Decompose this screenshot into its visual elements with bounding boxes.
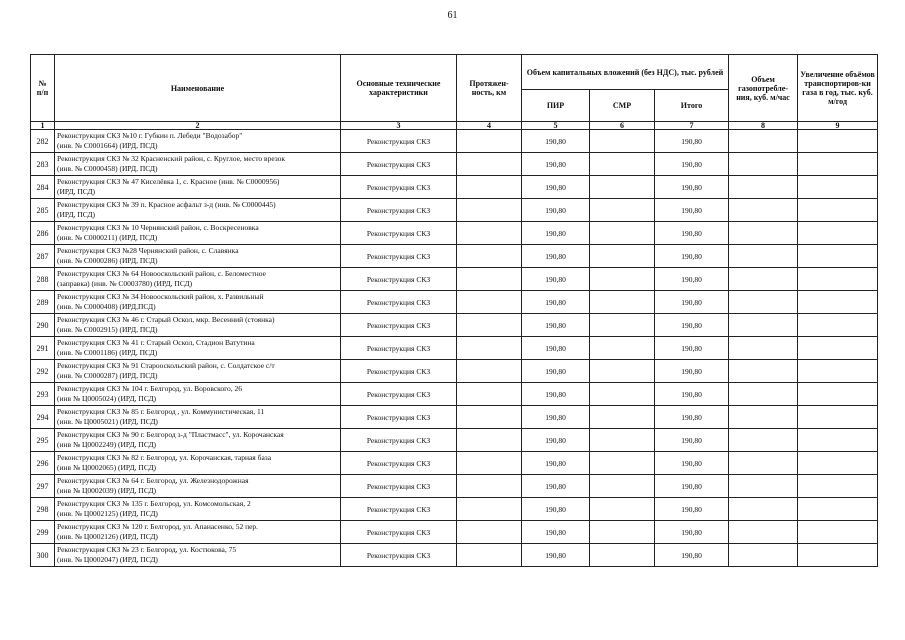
row-tech: Реконструкция СКЗ <box>341 406 457 429</box>
column-number: 9 <box>798 122 878 130</box>
row-pir: 190,80 <box>522 291 590 314</box>
column-number: 7 <box>655 122 729 130</box>
row-gas-volume <box>729 199 798 222</box>
row-gas-volume <box>729 383 798 406</box>
row-gas-volume <box>729 153 798 176</box>
row-length <box>457 544 522 567</box>
row-name-line: Реконструкция СКЗ № 46 г. Старый Оскол, мкр. Весенний (стоянка) <box>57 315 275 324</box>
row-name <box>55 406 341 429</box>
row-tech: Реконструкция СКЗ <box>341 498 457 521</box>
row-inventory-line: (ИРД, ПСД) <box>57 210 96 219</box>
row-smr <box>590 291 655 314</box>
row-total: 190,80 <box>655 452 729 475</box>
row-smr <box>590 521 655 544</box>
row-gas-volume <box>729 406 798 429</box>
row-inventory-line: (инв. № С0000286) (ИРД, ПСД) <box>57 256 158 265</box>
column-number: 5 <box>522 122 590 130</box>
row-transport-increase <box>798 199 878 222</box>
row-name-line: Реконструкция СКЗ № 104 г. Белгород, ул. Воровского, 26 <box>57 384 243 393</box>
row-inventory-line: (инв. № С0001186) (ИРД, ПСД) <box>57 348 158 357</box>
row-number: 289 <box>31 291 55 314</box>
row-transport-increase <box>798 452 878 475</box>
row-tech: Реконструкция СКЗ <box>341 199 457 222</box>
row-total: 190,80 <box>655 268 729 291</box>
row-transport-increase <box>798 360 878 383</box>
row-smr <box>590 268 655 291</box>
row-total: 190,80 <box>655 314 729 337</box>
table-row <box>31 199 878 222</box>
row-inventory-line: (инв. № С0000287) (ИРД, ПСД) <box>57 371 158 380</box>
row-length <box>457 314 522 337</box>
row-name-line: Реконструкция СКЗ № 91 Старооскольский район, с. Солдатское с/т <box>57 361 275 370</box>
row-number: 291 <box>31 337 55 360</box>
column-number-row <box>31 122 878 130</box>
row-tech: Реконструкция СКЗ <box>341 360 457 383</box>
row-gas-volume <box>729 452 798 475</box>
row-name <box>55 498 341 521</box>
row-smr <box>590 544 655 567</box>
row-number: 295 <box>31 429 55 452</box>
row-number: 285 <box>31 199 55 222</box>
row-length <box>457 268 522 291</box>
row-tech: Реконструкция СКЗ <box>341 176 457 199</box>
row-inventory-line: (инв. № С0000408) (ИРД,ПСД) <box>57 302 156 311</box>
row-inventory-line: (заправка) (инв. № С0003780) (ИРД, ПСД) <box>57 279 193 288</box>
row-total: 190,80 <box>655 199 729 222</box>
table-row <box>31 406 878 429</box>
row-transport-increase <box>798 475 878 498</box>
header-transport-increase: Увеличение объёмов транспортиров-ки газа в год, тыс. куб. м/год <box>798 55 878 122</box>
header-num: № п/п <box>31 55 55 122</box>
row-number: 294 <box>31 406 55 429</box>
row-inventory-line: (инв. № Ц0005021) (ИРД, ПСД) <box>57 417 158 426</box>
row-length <box>457 452 522 475</box>
row-transport-increase <box>798 498 878 521</box>
table-row <box>31 268 878 291</box>
row-total: 190,80 <box>655 383 729 406</box>
table-row <box>31 383 878 406</box>
row-pir: 190,80 <box>522 429 590 452</box>
row-pir: 190,80 <box>522 153 590 176</box>
row-inventory-line: (инв. № С0002915) (ИРД, ПСД) <box>57 325 158 334</box>
row-inventory-line: (инв. № С0000211) (ИРД, ПСД) <box>57 233 158 242</box>
row-number: 288 <box>31 268 55 291</box>
row-smr <box>590 498 655 521</box>
row-total: 190,80 <box>655 291 729 314</box>
table-row <box>31 544 878 567</box>
row-tech: Реконструкция СКЗ <box>341 429 457 452</box>
table-row <box>31 429 878 452</box>
row-pir: 190,80 <box>522 521 590 544</box>
row-tech: Реконструкция СКЗ <box>341 521 457 544</box>
row-gas-volume <box>729 291 798 314</box>
row-pir: 190,80 <box>522 383 590 406</box>
row-name <box>55 475 341 498</box>
row-inventory-line: (ИРД, ПСД) <box>57 187 96 196</box>
row-smr <box>590 130 655 153</box>
row-length <box>457 337 522 360</box>
row-number: 290 <box>31 314 55 337</box>
row-pir: 190,80 <box>522 406 590 429</box>
row-number: 282 <box>31 130 55 153</box>
row-name-line: Реконструкция СКЗ № 10 Чернянский район, с. Воскресеновка <box>57 223 259 232</box>
table-row <box>31 521 878 544</box>
row-smr <box>590 222 655 245</box>
row-tech: Реконструкция СКЗ <box>341 130 457 153</box>
row-inventory-line: (инв. № С0001664) (ИРД, ПСД) <box>57 141 158 150</box>
row-number: 298 <box>31 498 55 521</box>
row-transport-increase <box>798 222 878 245</box>
row-pir: 190,80 <box>522 475 590 498</box>
row-name <box>55 544 341 567</box>
row-transport-increase <box>798 544 878 567</box>
row-total: 190,80 <box>655 521 729 544</box>
row-pir: 190,80 <box>522 337 590 360</box>
row-total: 190,80 <box>655 498 729 521</box>
row-gas-volume <box>729 337 798 360</box>
row-pir: 190,80 <box>522 314 590 337</box>
row-name-line: Реконструкция СКЗ № 34 Новооскольский район, х. Развильный <box>57 292 264 301</box>
row-gas-volume <box>729 521 798 544</box>
row-name <box>55 291 341 314</box>
header-capex-group: Объем капитальных вложений (без НДС), тыс. рублей <box>522 55 729 90</box>
row-total: 190,80 <box>655 337 729 360</box>
row-name <box>55 245 341 268</box>
header-pir: ПИР <box>522 90 590 122</box>
row-gas-volume <box>729 268 798 291</box>
row-name <box>55 222 341 245</box>
row-transport-increase <box>798 521 878 544</box>
header-gas-volume: Объем газопотребле-ния, куб. м/час <box>729 55 798 122</box>
row-transport-increase <box>798 337 878 360</box>
row-inventory-line: (инв № Ц0005024) (ИРД, ПСД) <box>57 394 157 403</box>
row-smr <box>590 383 655 406</box>
row-inventory-line: (инв № Ц0002065) (ИРД, ПСД) <box>57 463 157 472</box>
row-gas-volume <box>729 245 798 268</box>
row-tech: Реконструкция СКЗ <box>341 383 457 406</box>
row-name-line: Реконструкция СКЗ № 85 г. Белгород , ул. Коммунистическая, 11 <box>57 407 265 416</box>
row-gas-volume <box>729 544 798 567</box>
table-row <box>31 360 878 383</box>
row-length <box>457 521 522 544</box>
row-smr <box>590 475 655 498</box>
row-total: 190,80 <box>655 176 729 199</box>
column-number: 8 <box>729 122 798 130</box>
row-name <box>55 452 341 475</box>
table-row <box>31 475 878 498</box>
row-gas-volume <box>729 130 798 153</box>
row-tech: Реконструкция СКЗ <box>341 153 457 176</box>
row-smr <box>590 337 655 360</box>
row-gas-volume <box>729 429 798 452</box>
row-pir: 190,80 <box>522 130 590 153</box>
row-number: 299 <box>31 521 55 544</box>
header-name: Наименование <box>55 55 341 122</box>
row-transport-increase <box>798 314 878 337</box>
row-number: 286 <box>31 222 55 245</box>
table-row <box>31 130 878 153</box>
row-pir: 190,80 <box>522 245 590 268</box>
page-number: 61 <box>447 10 458 21</box>
row-name-line: Реконструкция СКЗ № 135 г. Белгород, ул. Комсомольская, 2 <box>57 499 251 508</box>
table-row <box>31 153 878 176</box>
row-name-line: Реконструкция СКЗ № 41 г. Старый Оскол, Стадион Ватутина <box>57 338 255 347</box>
column-number: 4 <box>457 122 522 130</box>
row-pir: 190,80 <box>522 360 590 383</box>
row-transport-increase <box>798 130 878 153</box>
row-tech: Реконструкция СКЗ <box>341 452 457 475</box>
row-transport-increase <box>798 245 878 268</box>
row-name-line: Реконструкция СКЗ № 82 г. Белгород, ул. Корочанская, тарная база <box>57 453 272 462</box>
row-name-line: Реконструкция СКЗ №10 г. Губкин п. Лебеди "Водозабор" <box>57 131 243 140</box>
row-pir: 190,80 <box>522 498 590 521</box>
row-smr <box>590 429 655 452</box>
row-smr <box>590 314 655 337</box>
column-number: 3 <box>341 122 457 130</box>
row-name <box>55 521 341 544</box>
row-length <box>457 130 522 153</box>
table-row <box>31 245 878 268</box>
row-length <box>457 222 522 245</box>
row-length <box>457 383 522 406</box>
row-tech: Реконструкция СКЗ <box>341 291 457 314</box>
row-number: 287 <box>31 245 55 268</box>
row-number: 300 <box>31 544 55 567</box>
table-row <box>31 291 878 314</box>
row-smr <box>590 199 655 222</box>
row-total: 190,80 <box>655 475 729 498</box>
row-pir: 190,80 <box>522 222 590 245</box>
row-total: 190,80 <box>655 222 729 245</box>
row-tech: Реконструкция СКЗ <box>341 245 457 268</box>
row-pir: 190,80 <box>522 176 590 199</box>
row-inventory-line: (инв. № С0000458) (ИРД, ПСД) <box>57 164 158 173</box>
row-length <box>457 176 522 199</box>
row-number: 293 <box>31 383 55 406</box>
row-name <box>55 429 341 452</box>
row-name <box>55 176 341 199</box>
row-smr <box>590 176 655 199</box>
table-row <box>31 314 878 337</box>
row-length <box>457 429 522 452</box>
row-transport-increase <box>798 406 878 429</box>
row-tech: Реконструкция СКЗ <box>341 544 457 567</box>
row-tech: Реконструкция СКЗ <box>341 268 457 291</box>
row-tech: Реконструкция СКЗ <box>341 475 457 498</box>
row-pir: 190,80 <box>522 452 590 475</box>
row-smr <box>590 245 655 268</box>
row-name-line: Реконструкция СКЗ № 47 Киселёвка 1, с. Красное (инв. № С0000956) <box>57 177 280 186</box>
row-name-line: Реконструкция СКЗ № 32 Красненский район, с. Круглое, место врезок <box>57 154 286 163</box>
table-row <box>31 222 878 245</box>
row-total: 190,80 <box>655 130 729 153</box>
table-row <box>31 452 878 475</box>
row-inventory-line: (инв. № Ц0002126) (ИРД, ПСД) <box>57 532 158 541</box>
header-smr: СМР <box>590 90 655 122</box>
row-number: 297 <box>31 475 55 498</box>
row-inventory-line: (инв. № Ц0002047) (ИРД, ПСД) <box>57 555 158 564</box>
row-name <box>55 360 341 383</box>
row-pir: 190,80 <box>522 544 590 567</box>
row-name-line: Реконструкция СКЗ № 90 г. Белгород з-д "Пластмасс", ул. Корочанская <box>57 430 284 439</box>
investment-table <box>30 54 878 567</box>
row-total: 190,80 <box>655 360 729 383</box>
row-total: 190,80 <box>655 153 729 176</box>
row-smr <box>590 360 655 383</box>
table-row <box>31 498 878 521</box>
row-transport-increase <box>798 291 878 314</box>
row-inventory-line: (инв. № Ц0002125) (ИРД, ПСД) <box>57 509 158 518</box>
row-name-line: Реконструкция СКЗ № 64 Новооскольский район, с. Беломестное <box>57 269 266 278</box>
column-number: 6 <box>590 122 655 130</box>
row-transport-increase <box>798 268 878 291</box>
row-length <box>457 360 522 383</box>
row-gas-volume <box>729 360 798 383</box>
row-smr <box>590 452 655 475</box>
table-row <box>31 337 878 360</box>
row-name-line: Реконструкция СКЗ №28 Чернянский район, с. Славянка <box>57 246 239 255</box>
row-length <box>457 245 522 268</box>
row-name <box>55 337 341 360</box>
row-name-line: Реконструкция СКЗ № 120 г. Белгород, ул. Апанасенко, 52 пер. <box>57 522 259 531</box>
row-transport-increase <box>798 176 878 199</box>
row-gas-volume <box>729 475 798 498</box>
row-total: 190,80 <box>655 544 729 567</box>
header-length: Протяжен-ность, км <box>457 55 522 122</box>
row-length <box>457 199 522 222</box>
row-number: 284 <box>31 176 55 199</box>
row-gas-volume <box>729 222 798 245</box>
row-pir: 190,80 <box>522 199 590 222</box>
row-length <box>457 291 522 314</box>
row-name-line: Реконструкция СКЗ № 39 п. Красное асфальт з-д (инв. № С0000445) <box>57 200 276 209</box>
column-number: 2 <box>55 122 341 130</box>
row-transport-increase <box>798 153 878 176</box>
column-number: 1 <box>31 122 55 130</box>
row-length <box>457 498 522 521</box>
row-name <box>55 383 341 406</box>
row-inventory-line: (инв № Ц0002039) (ИРД, ПСД) <box>57 486 157 495</box>
row-total: 190,80 <box>655 406 729 429</box>
table-body <box>31 130 878 567</box>
row-number: 292 <box>31 360 55 383</box>
row-inventory-line: (инв № Ц0002249) (ИРД, ПСД) <box>57 440 157 449</box>
row-length <box>457 406 522 429</box>
row-gas-volume <box>729 314 798 337</box>
row-transport-increase <box>798 383 878 406</box>
row-name <box>55 268 341 291</box>
row-name <box>55 130 341 153</box>
row-name <box>55 314 341 337</box>
row-smr <box>590 153 655 176</box>
row-name-line: Реконструкция СКЗ № 23 г. Белгород, ул. Костюкова, 75 <box>57 545 237 554</box>
row-pir: 190,80 <box>522 268 590 291</box>
header-tech: Основные технические характеристики <box>341 55 457 122</box>
row-name <box>55 199 341 222</box>
row-length <box>457 475 522 498</box>
row-tech: Реконструкция СКЗ <box>341 314 457 337</box>
row-transport-increase <box>798 429 878 452</box>
row-length <box>457 153 522 176</box>
row-gas-volume <box>729 498 798 521</box>
header-total: Итого <box>655 90 729 122</box>
row-name-line: Реконструкция СКЗ № 64 г. Белгород, ул. Железнодорожная <box>57 476 249 485</box>
row-number: 296 <box>31 452 55 475</box>
row-number: 283 <box>31 153 55 176</box>
row-name <box>55 153 341 176</box>
row-gas-volume <box>729 176 798 199</box>
row-total: 190,80 <box>655 245 729 268</box>
row-smr <box>590 406 655 429</box>
table-row <box>31 176 878 199</box>
row-tech: Реконструкция СКЗ <box>341 337 457 360</box>
row-total: 190,80 <box>655 429 729 452</box>
row-tech: Реконструкция СКЗ <box>341 222 457 245</box>
